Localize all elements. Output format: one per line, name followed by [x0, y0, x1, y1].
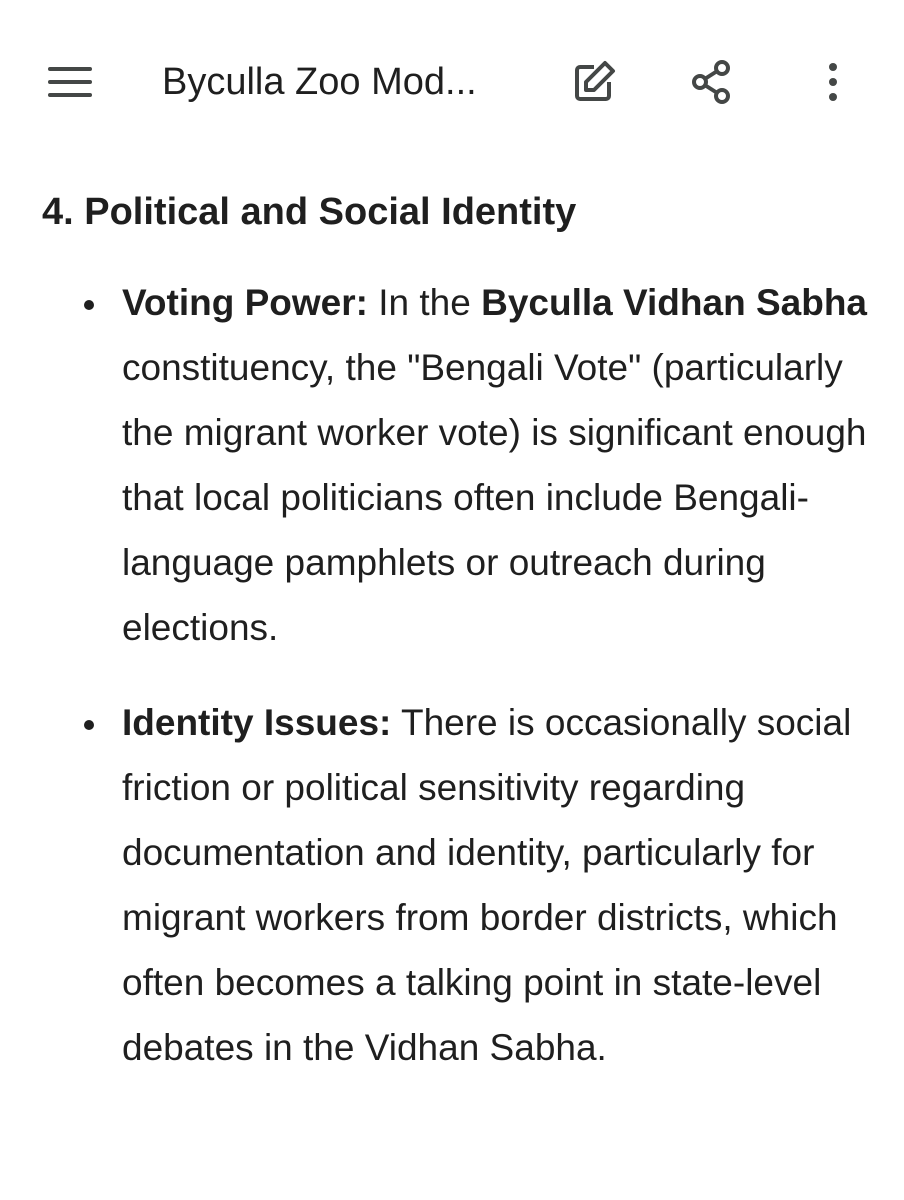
share-icon — [687, 58, 735, 106]
document-title: Byculla Zoo Mod... — [162, 61, 477, 103]
bullet-dot — [84, 300, 94, 310]
edit-button[interactable] — [562, 50, 626, 114]
bullet-item-voting-power — [42, 270, 872, 660]
share-button[interactable] — [679, 50, 743, 114]
bullet-label: Identity Issues: — [122, 702, 392, 743]
bullet-label: Voting Power: — [122, 282, 368, 323]
bullet-text: There is occasionally social friction or political sensitivity regarding documentation and identity, particularly for migrant workers from border districts, which often becomes a talking point in state-level debates in the Vidhan Sabha. — [122, 702, 852, 1068]
top-app-bar — [0, 0, 904, 165]
bullet-text: In the — [367, 282, 482, 323]
bullet-list — [42, 270, 872, 1080]
bullet-bold-text: Byculla Vidhan Sabha — [481, 282, 868, 323]
response-content — [42, 186, 872, 1110]
bullet-text: constituency, the "Bengali Vote" (particularly the migrant worker vote) is significant enough that local politicians often include Bengali-language pamphlets or outreach during elections. — [122, 347, 867, 648]
bullet-item-identity-issues — [42, 690, 872, 1080]
more-options-button[interactable] — [801, 50, 865, 114]
menu-icon — [46, 64, 94, 100]
more-vert-icon — [825, 62, 841, 102]
edit-icon — [570, 58, 618, 106]
section-heading: 4. Political and Social Identity — [42, 191, 577, 233]
menu-button[interactable] — [38, 50, 102, 114]
bullet-dot — [84, 720, 94, 730]
